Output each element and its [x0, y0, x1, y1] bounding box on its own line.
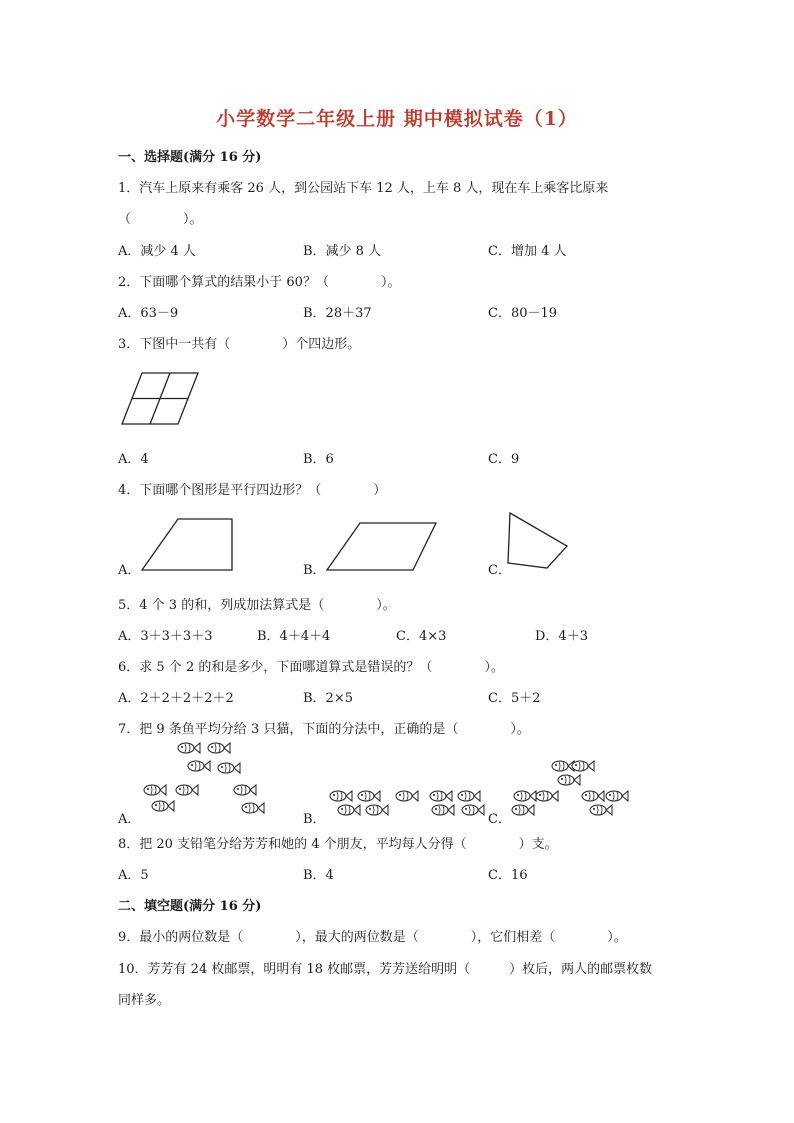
fish-icon: [234, 785, 256, 795]
section-heading-choice: 一、选择题(满分 16 分): [118, 150, 262, 165]
fish-icon: [152, 801, 174, 811]
question-2: 2．下面哪个算式的结果小于 60？（ ）。: [118, 275, 401, 290]
fish-icon: [208, 743, 230, 753]
fish-icon: [512, 805, 534, 815]
q7-option-c: C．: [488, 812, 511, 827]
fish-icon: [330, 791, 352, 801]
fish-icon: [144, 785, 166, 795]
q6-option-a: A．2＋2＋2＋2＋2: [118, 691, 234, 706]
page-title: 小学数学二年级上册 期中模拟试卷（1）: [216, 108, 578, 130]
fish-icon: [178, 743, 200, 753]
q4-option-c: C．: [488, 563, 511, 578]
fish-icon: [590, 805, 612, 815]
fish-icon: [338, 805, 360, 815]
q2-option-b: B．28＋37: [303, 306, 372, 321]
fish-icon: [606, 791, 628, 801]
fish-icon: [572, 761, 594, 771]
fish-icon: [396, 791, 418, 801]
fish-icon: [582, 791, 604, 801]
q5-option-b: B．4＋4＋4: [257, 629, 331, 644]
q5-option-c: C．4×3: [396, 629, 447, 644]
q3-option-a: A．4: [118, 452, 149, 467]
q6-option-c: C．5＋2: [488, 691, 541, 706]
q8-option-a: A．5: [118, 868, 149, 883]
fish-icon: [458, 791, 480, 801]
q4-option-b: B．: [303, 563, 326, 578]
fish-icon: [366, 805, 388, 815]
question-10-cont: 同样多。: [118, 993, 171, 1008]
question-7: 7．把 9 条鱼平均分给 3 只猫，下面的分法中，正确的是（ ）。: [118, 722, 530, 737]
section-heading-fill: 二、填空题(满分 16 分): [118, 899, 262, 914]
question-1: 1．汽车上原来有乘客 26 人，到公园站下车 12 人，上车 8 人，现在车上乘客比原来: [118, 181, 609, 196]
q1-option-b: B．减少 8 人: [303, 244, 382, 259]
fish-icon: [218, 763, 240, 773]
q2-option-c: C．80－19: [488, 306, 558, 321]
fish-icon: [242, 803, 264, 813]
q3-option-c: C．9: [488, 452, 520, 467]
fish-icon: [430, 791, 452, 801]
q1-option-a: A．减少 4 人: [118, 244, 196, 259]
fish-icon: [514, 791, 536, 801]
fish-icon: [188, 761, 210, 771]
question-5: 5．4 个 3 的和，列成加法算式是（ ）。: [118, 598, 396, 613]
question-9: 9．最小的两位数是（ ），最大的两位数是（ ），它们相差（ ）。: [118, 930, 627, 945]
q8-option-b: B．4: [303, 868, 334, 883]
fish-icon: [536, 791, 558, 801]
q8-option-c: C．16: [488, 868, 528, 883]
q6-option-b: B．2×5: [303, 691, 353, 706]
question-10: 10．芳芳有 24 枚邮票，明明有 18 枚邮票，芳芳送给明明（ ）枚后，两人的邮票枚数: [118, 962, 653, 977]
question-6: 6．求 5 个 2 的和是多少，下面哪道算式是错误的？（ ）。: [118, 660, 504, 675]
q7-option-a: A．: [118, 812, 141, 827]
fish-icon: [552, 761, 574, 771]
question-8: 8．把 20 支铅笔分给芳芳和她的 4 个朋友，平均每人分得（ ）支。: [118, 837, 558, 852]
fish-icon: [462, 805, 484, 815]
fish-icon: [432, 805, 454, 815]
fish-icon: [358, 791, 380, 801]
q2-option-a: A．63－9: [118, 306, 179, 321]
q5-option-a: A．3＋3＋3＋3: [118, 629, 213, 644]
q3-option-b: B．6: [303, 452, 334, 467]
q5-option-d: D．4＋3: [535, 629, 588, 644]
q1-option-c: C．增加 4 人: [488, 244, 567, 259]
question-4: 4．下面哪个图形是平行四边形？（ ）: [118, 483, 387, 498]
q7-option-b: B．: [303, 812, 326, 827]
fish-icon: [558, 775, 580, 785]
fish-icon: [176, 785, 198, 795]
question-3: 3．下图中一共有（ ）个四边形。: [118, 337, 361, 352]
question-1-blank: （ ）。: [118, 212, 203, 227]
q4-option-a: A．: [118, 563, 141, 578]
